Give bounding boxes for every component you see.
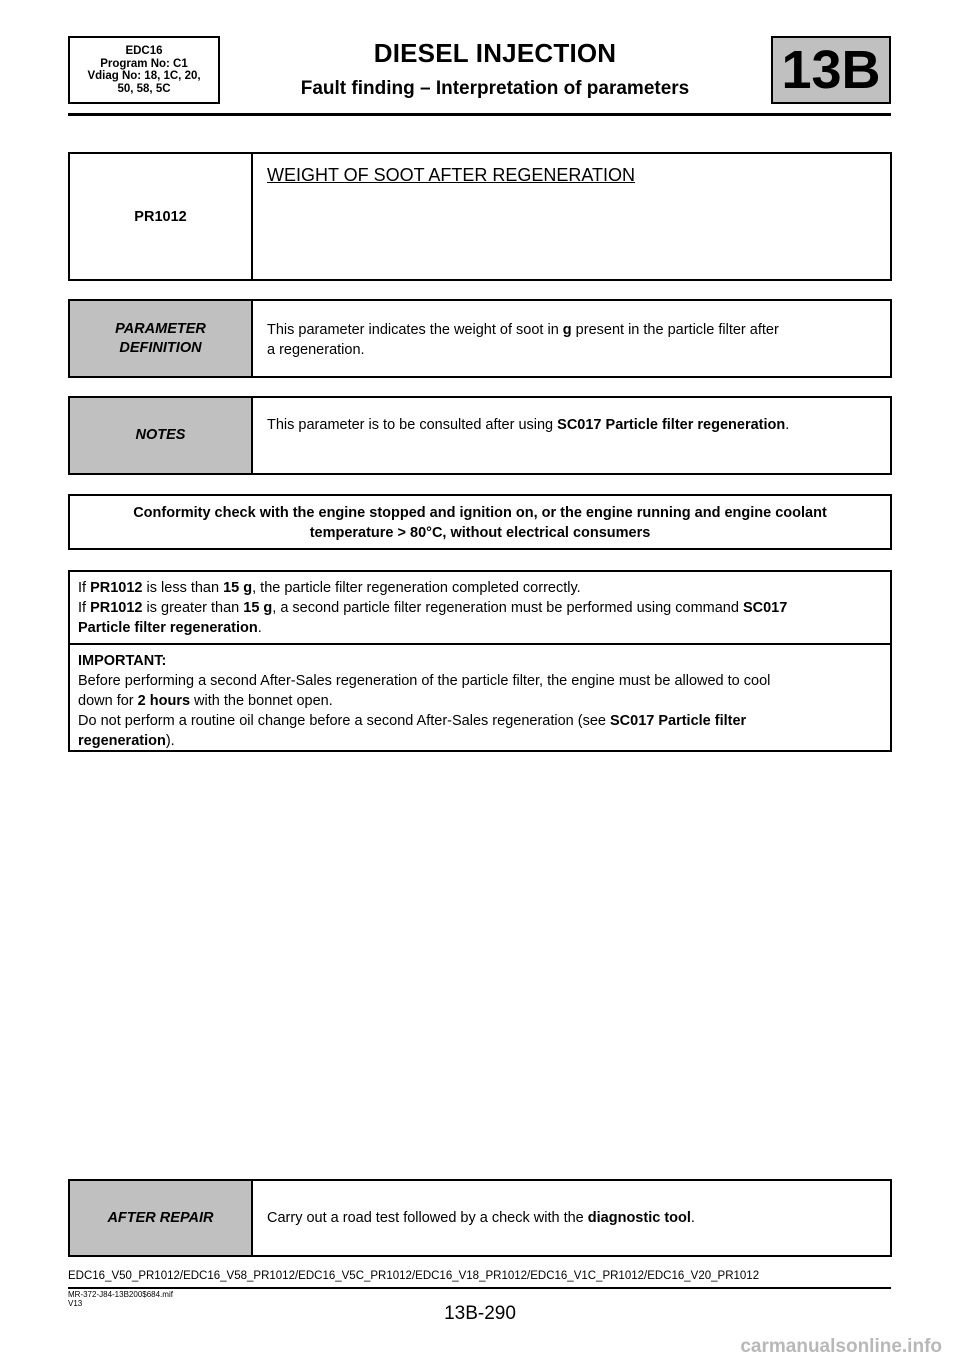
text-run: .	[257, 620, 262, 636]
text-run: Before performing a second After-Sales regeneration of the particle filter, the engine must be allowed to cool	[78, 673, 771, 689]
vehicle-info-box	[68, 36, 220, 104]
text-run: , a second particle filter regeneration must be performed using command	[272, 600, 743, 616]
parameter-code: PR1012	[70, 154, 253, 279]
conformity-box	[68, 494, 892, 550]
notes-table	[68, 396, 892, 475]
text-run-bold: PR1012	[90, 600, 143, 616]
text-run-bold: 15 g	[243, 600, 273, 616]
text-run-bold: 15 g	[223, 580, 253, 596]
after-repair-table	[68, 1179, 892, 1257]
text-run: is greater than	[142, 600, 244, 616]
definition-label-line: PARAMETER	[115, 320, 206, 337]
text-run: If	[78, 580, 91, 596]
watermark: carmanualsonline.info	[740, 1336, 942, 1357]
after-repair-text	[253, 1181, 890, 1255]
info-line: Vdiag No: 18, 1C, 20,	[87, 70, 201, 82]
important-note	[70, 643, 890, 757]
text-run: , the particle filter regeneration completed correctly.	[252, 580, 581, 596]
info-line: Program No: C1	[100, 57, 188, 70]
text-run: Carry out a road test followed by a check with the	[267, 1210, 588, 1226]
text-run-bold: diagnostic tool	[587, 1210, 691, 1226]
text-run-bold: 2 hours	[137, 693, 191, 709]
text-run: a regeneration.	[267, 342, 365, 358]
important-heading: IMPORTANT:	[78, 653, 167, 669]
check-table	[68, 570, 892, 752]
file-version: V13	[68, 1299, 83, 1308]
text-run-bold: Particle filter regeneration	[78, 620, 258, 636]
text-run-bold: SC017	[742, 600, 788, 616]
document-code: EDC16_V50_PR1012/EDC16_V58_PR1012/EDC16_V5C_PR1012/EDC16_V18_PR1012/EDC16_V1C_PR1012/EDC16_V20_PR1012	[68, 1270, 760, 1282]
definition-label	[70, 301, 253, 376]
text-run-bold: PR1012	[90, 580, 143, 596]
text-run: This parameter is to be consulted after using	[267, 417, 558, 433]
conformity-line: Conformity check with the engine stopped and ignition on, or the engine running and engine coolant	[133, 505, 827, 521]
text-run-bold: regeneration	[78, 733, 166, 749]
info-line: EDC16	[125, 45, 163, 57]
info-line: 50, 58, 5C	[117, 82, 171, 95]
conformity-line: temperature > 80°C, without electrical consumers	[309, 525, 651, 541]
text-run: is less than	[142, 580, 224, 596]
page-number: 13B-290	[444, 1303, 516, 1324]
text-run: .	[690, 1210, 695, 1226]
text-run: present in the particle filter after	[571, 322, 779, 338]
text-run: ).	[165, 733, 175, 749]
text-run: This parameter indicates the weight of soot in	[267, 322, 563, 338]
text-run: If	[78, 600, 91, 616]
definition-text	[253, 301, 890, 376]
text-run-bold: SC017 Particle filter	[609, 713, 747, 729]
text-run: down for	[78, 693, 138, 709]
section-badge: 13B	[771, 36, 891, 104]
notes-text	[253, 398, 890, 473]
page-subtitle: Fault finding – Interpretation of parameters	[300, 78, 690, 99]
parameter-title-table	[68, 152, 892, 281]
text-run: with the bonnet open.	[190, 693, 333, 709]
notes-label: NOTES	[70, 398, 253, 473]
header-divider	[68, 113, 891, 116]
footer-divider	[68, 1287, 891, 1289]
definition-table	[68, 299, 892, 378]
page-title: DIESEL INJECTION	[373, 38, 617, 68]
text-run: Do not perform a routine oil change before a second After-Sales regeneration (see	[78, 713, 610, 729]
parameter-name: WEIGHT OF SOOT AFTER REGENERATION	[267, 165, 636, 185]
text-run-bold: SC017 Particle filter regeneration	[557, 417, 786, 433]
after-repair-label: AFTER REPAIR	[70, 1181, 253, 1255]
check-results	[70, 572, 890, 643]
text-run: .	[785, 417, 790, 433]
definition-label-line: DEFINITION	[119, 339, 202, 356]
file-name: MR-372-J84-13B200$684.mif	[68, 1290, 173, 1299]
text-run-bold: g	[562, 322, 572, 338]
